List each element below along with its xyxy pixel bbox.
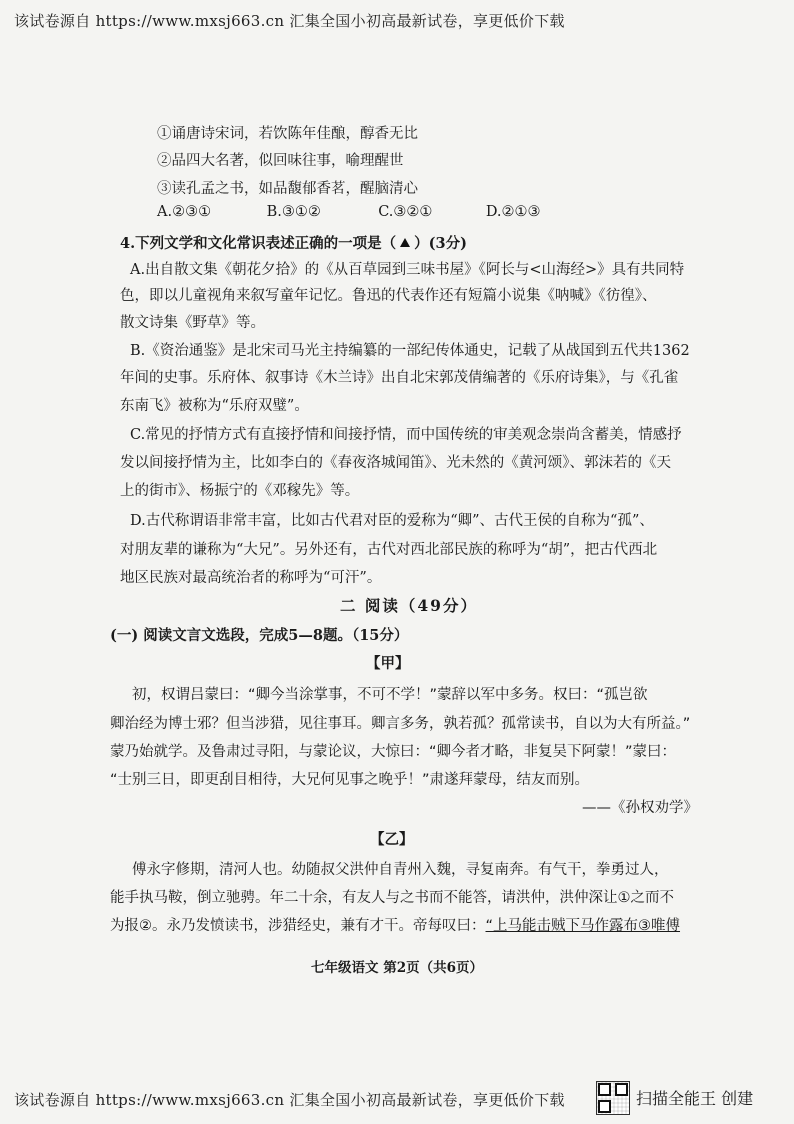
page-footer: 七年级语文 第2页（共6页）	[311, 960, 483, 976]
q4-option-c-line-2: 发以间接抒情为主，比如李白的《春夜洛城闻笛》、光未然的《黄河颂》、郭沫若的《天	[120, 455, 671, 471]
q4-option-a-line-1: A.出自散文集《朝花夕拾》的《从百草园到三味书屋》《阿长与<山海经>》具有共同特	[130, 262, 685, 278]
passage-yi-underlined-quote: “上马能击贼下马作露布③唯傅	[485, 918, 681, 934]
q3-item-1: ①诵唐诗宋词，若饮陈年佳酿，醇香无比	[157, 126, 418, 142]
qr-code-icon	[596, 1081, 630, 1115]
q4-option-d-line-3: 地区民族对最高统治者的称呼为“可汗”。	[120, 570, 382, 586]
passage-jia-line-4: “士别三日，即更刮目相待，大兄何见事之晚乎！”肃遂拜蒙母，结友而别。	[110, 772, 590, 788]
passage-jia-label: 【甲】	[366, 655, 410, 672]
passage-yi-line-2: 能手执马鞍，倒立驰骋。年二十余，有友人与之书而不能答，请洪仲，洪仲深让①之而不	[110, 890, 674, 906]
q4-option-c-line-3: 上的街市》、杨振宁的《邓稼先》等。	[120, 483, 360, 499]
q4-option-d-line-1: D.古代称谓语非常丰富，比如古代君对臣的爱称为“卿”、古代王侯的自称为“孤”、	[130, 513, 654, 529]
section-2-title: 二 阅读（49分）	[340, 596, 478, 615]
passage-jia-line-1: 初，权谓吕蒙曰：“卿今当涂掌事，不可不学！”蒙辞以军中多务。权曰：“孤岂欲	[132, 687, 648, 703]
q4-stem-after: ）(3分)	[414, 235, 467, 252]
part-1-title: (一) 阅读文言文选段，完成5—8题。（15分）	[110, 627, 409, 644]
q3-option-b: B.③①②	[266, 204, 321, 220]
source-banner-top: 该试卷源自 https://www.mxsj663.cn 汇集全国小初高最新试卷，享更低价下载	[14, 12, 565, 30]
passage-jia-line-2: 卿治经为博士邪？但当涉猎，见往事耳。卿言多务，孰若孤？孤常读书，自以为大有所益。”	[110, 716, 691, 732]
qr-corner-marker	[615, 1083, 628, 1096]
q4-option-c-line-1: C.常见的抒情方式有直接抒情和间接抒情，而中国传统的审美观念崇尚含蓄美，情感抒	[130, 427, 682, 443]
q3-option-d: D.②①③	[485, 204, 541, 220]
q4-stem	[120, 232, 467, 253]
passage-jia-source: ——《孙权劝学》	[582, 800, 698, 816]
q3-option-c: C.③②①	[378, 204, 433, 220]
q4-option-b-line-1: B.《资治通鉴》是北宋司马光主持编纂的一部纪传体通史，记载了从战国到五代共1362	[130, 343, 690, 359]
q4-option-d-line-2: 对朋友辈的谦称为“大兄”。另外还有，古代对西北部民族的称呼为“胡”，把古代西北	[120, 542, 658, 558]
q3-item-3: ③读孔孟之书，如品馥郁香茗，醒脑清心	[157, 181, 418, 197]
scanner-watermark: 扫描全能王 创建	[636, 1089, 754, 1108]
q3-item-2: ②品四大名著，似回味往事，喻理醒世	[157, 153, 404, 169]
q4-option-a-line-2: 色，即以儿童视角来叙写童年记忆。鲁迅的代表作还有短篇小说集《呐喊》《彷徨》、	[120, 288, 657, 304]
q4-option-b-line-2: 年间的史事。乐府体、叙事诗《木兰诗》出自北宋郭茂倩编著的《乐府诗集》，与《孔雀	[120, 370, 679, 386]
qr-corner-marker	[598, 1100, 611, 1113]
passage-yi-line-3	[110, 914, 680, 935]
q3-options	[157, 204, 541, 220]
passage-yi-line-1: 傅永字修期，清河人也。幼随叔父洪仲自青州入魏，寻复南奔。有气干，拳勇过人，	[132, 862, 669, 878]
passage-yi-line-3-text: 为报②。永乃发愤读书，涉猎经史，兼有才干。帝每叹曰：	[110, 918, 486, 934]
q3-option-a: A.②③①	[157, 204, 212, 220]
source-banner-bottom: 该试卷源自 https://www.mxsj663.cn 汇集全国小初高最新试卷，享更低价下载	[14, 1091, 565, 1109]
q4-stem-before: 4.下列文学和文化常识表述正确的一项是（	[120, 235, 397, 252]
passage-jia-line-3: 蒙乃始就学。及鲁肃过寻阳，与蒙论议，大惊曰：“卿今者才略，非复吴下阿蒙！”蒙曰：	[110, 744, 677, 760]
qr-corner-marker	[598, 1083, 611, 1096]
q4-option-b-line-3: 东南飞》被称为“乐府双璧”。	[120, 398, 309, 414]
q4-option-a-line-3: 散文诗集《野草》等。	[120, 315, 265, 331]
answer-triangle-icon	[400, 238, 410, 247]
passage-yi-label: 【乙】	[370, 831, 414, 848]
